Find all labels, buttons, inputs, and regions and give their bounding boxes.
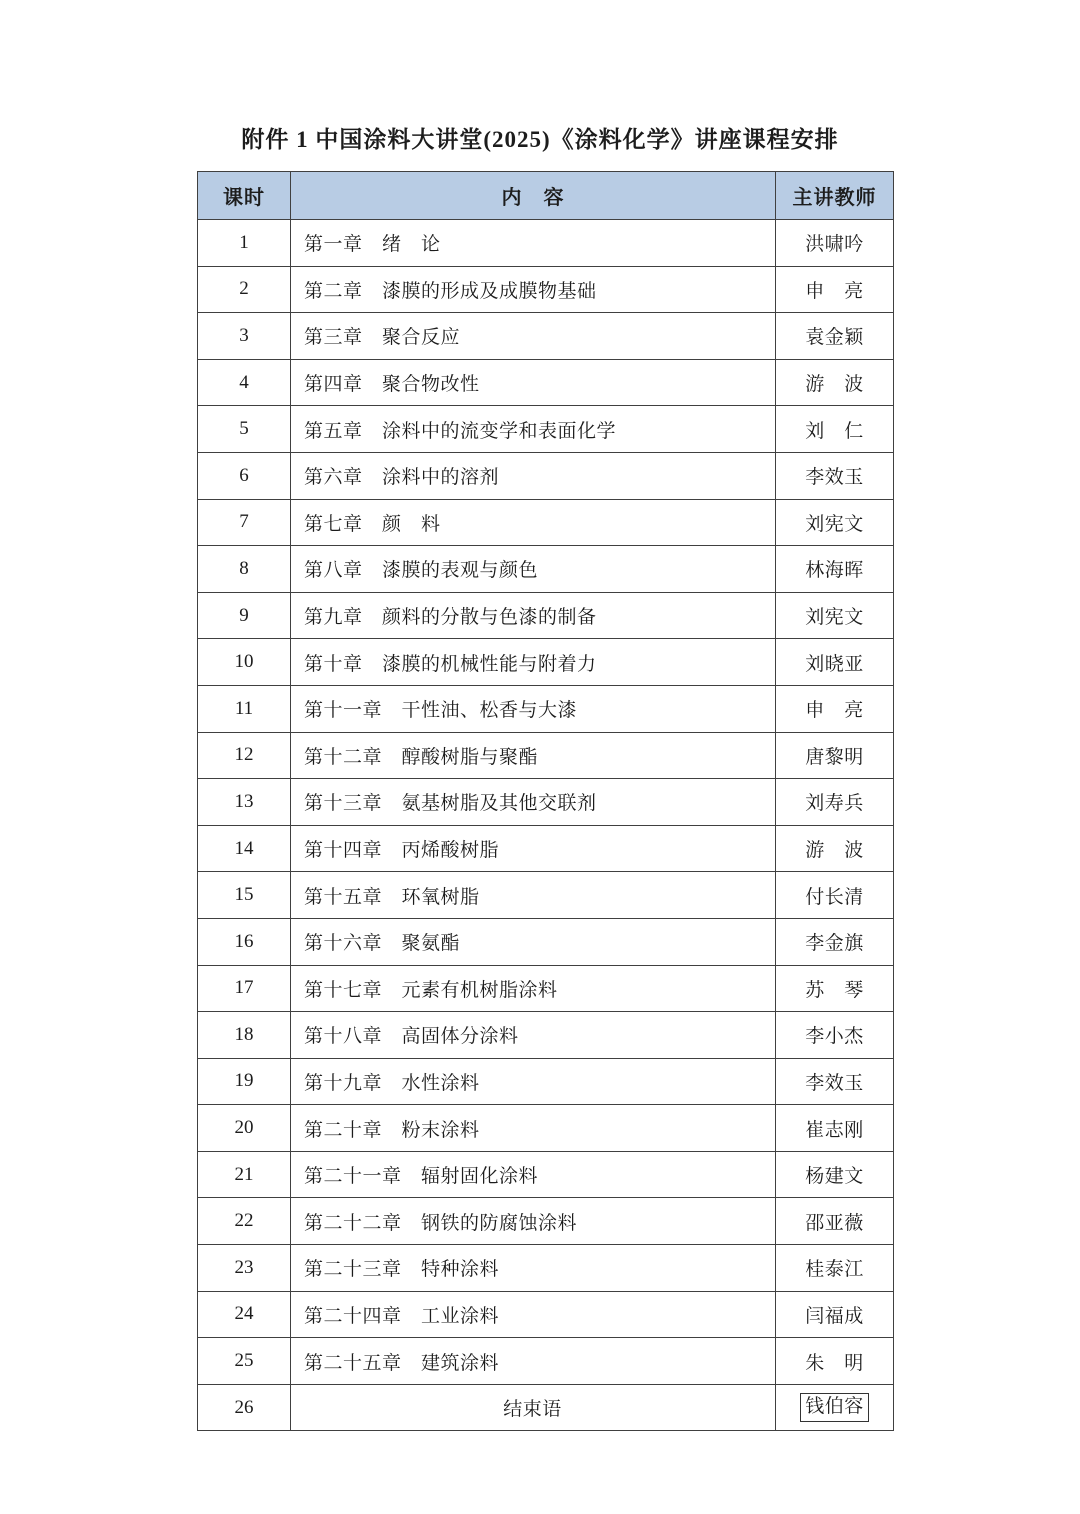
- cell-hours: 18: [198, 1012, 291, 1059]
- cell-content: 第七章 颜 料: [291, 499, 776, 546]
- cell-content: 第一章 绪 论: [291, 220, 776, 267]
- cell-teacher: 袁金颖: [776, 313, 894, 360]
- cell-hours: 24: [198, 1291, 291, 1338]
- table-row: [198, 685, 894, 732]
- cell-content: 第八章 漆膜的表观与颜色: [291, 546, 776, 593]
- cell-hours: 3: [198, 313, 291, 360]
- cell-content: 第二章 漆膜的形成及成膜物基础: [291, 266, 776, 313]
- table-row: [198, 965, 894, 1012]
- cell-hours: 10: [198, 639, 291, 686]
- table-row: [198, 220, 894, 267]
- table-body: [198, 220, 894, 1431]
- cell-content: 第四章 聚合物改性: [291, 359, 776, 406]
- cell-teacher: 李效玉: [776, 1058, 894, 1105]
- cell-hours: 4: [198, 359, 291, 406]
- cell-content: 结束语: [291, 1384, 776, 1431]
- table-row: [198, 825, 894, 872]
- cell-teacher: 申 亮: [776, 685, 894, 732]
- cell-teacher: 苏 琴: [776, 965, 894, 1012]
- cell-teacher: 杨建文: [776, 1151, 894, 1198]
- cell-teacher: 申 亮: [776, 266, 894, 313]
- col-header-content: 内 容: [291, 172, 776, 220]
- cell-teacher: 刘宪文: [776, 592, 894, 639]
- cell-content: 第五章 涂料中的流变学和表面化学: [291, 406, 776, 453]
- cell-content: 第十五章 环氧树脂: [291, 872, 776, 919]
- cell-content: 第十一章 干性油、松香与大漆: [291, 685, 776, 732]
- table-row: [198, 499, 894, 546]
- table-row: [198, 1291, 894, 1338]
- cell-hours: 22: [198, 1198, 291, 1245]
- cell-teacher: 刘宪文: [776, 499, 894, 546]
- cell-content: 第十章 漆膜的机械性能与附着力: [291, 639, 776, 686]
- teacher-name-box: 钱伯容: [800, 1393, 869, 1422]
- cell-teacher: 刘寿兵: [776, 779, 894, 826]
- cell-teacher: 洪啸吟: [776, 220, 894, 267]
- cell-content: 第二十五章 建筑涂料: [291, 1338, 776, 1385]
- cell-hours: 25: [198, 1338, 291, 1385]
- cell-content: 第二十四章 工业涂料: [291, 1291, 776, 1338]
- cell-content: 第二十章 粉末涂料: [291, 1105, 776, 1152]
- cell-hours: 12: [198, 732, 291, 779]
- table-row: [198, 1198, 894, 1245]
- cell-content: 第十四章 丙烯酸树脂: [291, 825, 776, 872]
- cell-hours: 26: [198, 1384, 291, 1431]
- cell-content: 第十八章 高固体分涂料: [291, 1012, 776, 1059]
- cell-content: 第十九章 水性涂料: [291, 1058, 776, 1105]
- cell-teacher: 刘晓亚: [776, 639, 894, 686]
- cell-hours: 19: [198, 1058, 291, 1105]
- table-row: [198, 1105, 894, 1152]
- cell-content: 第三章 聚合反应: [291, 313, 776, 360]
- cell-teacher: 唐黎明: [776, 732, 894, 779]
- table-row: [198, 546, 894, 593]
- col-header-teacher: 主讲教师: [776, 172, 894, 220]
- cell-teacher: 林海晖: [776, 546, 894, 593]
- cell-teacher: 李金旗: [776, 918, 894, 965]
- cell-content: 第十六章 聚氨酯: [291, 918, 776, 965]
- cell-hours: 6: [198, 452, 291, 499]
- table-row: [198, 266, 894, 313]
- cell-hours: 5: [198, 406, 291, 453]
- cell-hours: 2: [198, 266, 291, 313]
- cell-hours: 20: [198, 1105, 291, 1152]
- table-row: [198, 1338, 894, 1385]
- cell-hours: 23: [198, 1245, 291, 1292]
- page-title: 附件 1 中国涂料大讲堂(2025)《涂料化学》讲座课程安排: [241, 127, 839, 152]
- cell-teacher: 刘 仁: [776, 406, 894, 453]
- cell-teacher: 游 波: [776, 825, 894, 872]
- cell-teacher: 李效玉: [776, 452, 894, 499]
- table-row: [198, 1245, 894, 1292]
- cell-teacher: 付长清: [776, 872, 894, 919]
- cell-content: 第二十一章 辐射固化涂料: [291, 1151, 776, 1198]
- cell-content: 第十二章 醇酸树脂与聚酯: [291, 732, 776, 779]
- cell-teacher: 游 波: [776, 359, 894, 406]
- cell-content: 第二十三章 特种涂料: [291, 1245, 776, 1292]
- cell-content: 第十七章 元素有机树脂涂料: [291, 965, 776, 1012]
- table-row: [198, 779, 894, 826]
- cell-hours: 9: [198, 592, 291, 639]
- table-row: [198, 1012, 894, 1059]
- cell-teacher: 崔志刚: [776, 1105, 894, 1152]
- cell-content: 第十三章 氨基树脂及其他交联剂: [291, 779, 776, 826]
- cell-teacher: 邵亚薇: [776, 1198, 894, 1245]
- cell-hours: 14: [198, 825, 291, 872]
- cell-content: 第六章 涂料中的溶剂: [291, 452, 776, 499]
- table-row: [198, 872, 894, 919]
- cell-hours: 17: [198, 965, 291, 1012]
- cell-teacher: 闫福成: [776, 1291, 894, 1338]
- cell-hours: 1: [198, 220, 291, 267]
- table-row: [198, 1058, 894, 1105]
- cell-hours: 7: [198, 499, 291, 546]
- table-row: [198, 406, 894, 453]
- cell-teacher: 李小杰: [776, 1012, 894, 1059]
- course-schedule-table: [197, 171, 894, 1431]
- table-row: [198, 1151, 894, 1198]
- cell-teacher: 朱 明: [776, 1338, 894, 1385]
- col-header-hours: 课时: [198, 172, 291, 220]
- cell-hours: 21: [198, 1151, 291, 1198]
- cell-hours: 16: [198, 918, 291, 965]
- cell-teacher: 桂泰江: [776, 1245, 894, 1292]
- table-row: [198, 918, 894, 965]
- table-row: [198, 1384, 894, 1431]
- table-row: [198, 313, 894, 360]
- table-row: [198, 359, 894, 406]
- table-header-row: [198, 172, 894, 220]
- cell-teacher: [776, 1384, 894, 1431]
- table-row: [198, 639, 894, 686]
- table-row: [198, 452, 894, 499]
- cell-hours: 13: [198, 779, 291, 826]
- cell-hours: 11: [198, 685, 291, 732]
- table-header: [198, 172, 894, 220]
- cell-content: 第二十二章 钢铁的防腐蚀涂料: [291, 1198, 776, 1245]
- table-row: [198, 732, 894, 779]
- cell-hours: 15: [198, 872, 291, 919]
- cell-content: 第九章 颜料的分散与色漆的制备: [291, 592, 776, 639]
- cell-hours: 8: [198, 546, 291, 593]
- table-row: [198, 592, 894, 639]
